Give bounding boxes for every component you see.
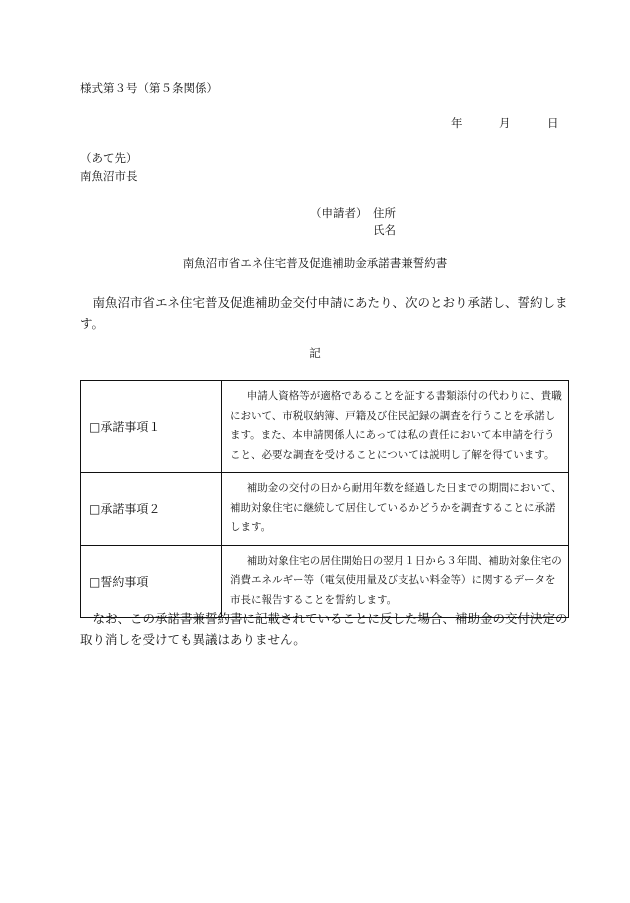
table-row (81, 381, 569, 473)
addressee-label: （あて先） (80, 151, 138, 165)
addressee-name: 南魚沼市長 (80, 169, 138, 183)
form-number: 様式第３号（第５条関係） (80, 81, 218, 95)
closing-paragraph: なお、この承諾書兼誓約書に記載されていることに反した場合、補助金の交付決定の取り消しを受けても異議はありません。 (80, 611, 568, 647)
document-title: 南魚沼市省エネ住宅普及促進補助金承諾書兼誓約書 (182, 256, 448, 270)
applicant-address-label: 住所 (373, 206, 396, 220)
consent-item-2-text: 補助金の交付の日から耐用年数を経過した日までの期間において、補助対象住宅に継続して居住しているかどうかを調査することに承諾します。 (222, 473, 569, 546)
consent-item-1-label[interactable]: □承諾事項１ (81, 381, 222, 473)
date-year-label: 年 (451, 116, 463, 130)
date-month-label: 月 (499, 116, 511, 130)
table-row (81, 473, 569, 546)
pledge-item-text: 補助対象住宅の居住開始日の翌月１日から３年間、補助対象住宅の消費エネルギー等（電気使用量及び支払い料金等）に関するデータを市長に報告することを誓約します。 (222, 545, 569, 618)
applicant-label: （申請者） (310, 206, 368, 220)
pledge-table (80, 380, 569, 618)
applicant-name-label: 氏名 (373, 223, 396, 237)
date-day-label: 日 (547, 116, 559, 130)
ki-heading: 記 (309, 346, 321, 360)
consent-item-2-label[interactable]: □承諾事項２ (81, 473, 222, 546)
consent-item-1-text: 申請人資格等が適格であることを証する書類添付の代わりに、貴職において、市税収納簿、戸籍及び住民記録の調査を行うことを承諾します。また、本申請関係人にあっては私の責任において本申請を行うこと、必要な調査を受けることについては説明し了解を得ています。 (222, 381, 569, 473)
table-row (81, 545, 569, 618)
intro-paragraph: 南魚沼市省エネ住宅普及促進補助金交付申請にあたり、次のとおり承諾し、誓約します。 (80, 295, 568, 331)
pledge-item-label[interactable]: □誓約事項 (81, 545, 222, 618)
